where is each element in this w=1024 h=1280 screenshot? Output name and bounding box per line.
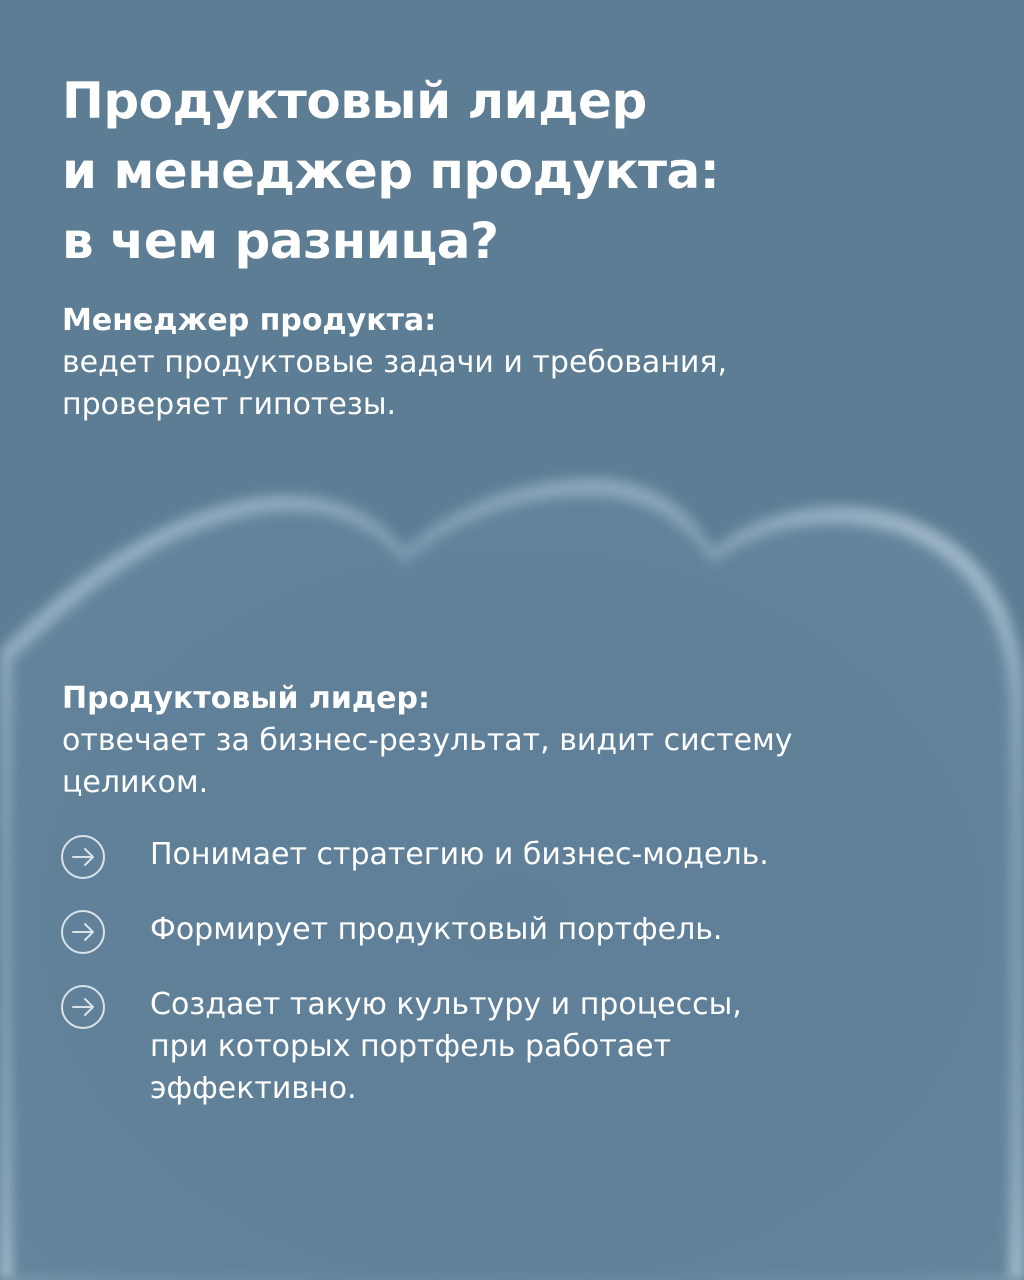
manager-description [62,342,962,426]
leader-block [62,678,962,804]
arrow-right-circle-icon [60,834,106,880]
list-item-text: Создает такую культуру и процессы, [150,987,742,1022]
leader-heading: Продуктовый лидер: [62,681,430,716]
arrow-right-circle-icon [60,984,106,1030]
leader-description-line: отвечает за бизнес-результат, видит систему [62,723,793,758]
list-item-text: Понимает стратегию и бизнес-модель. [150,837,769,872]
manager-description-line: проверяет гипотезы. [62,387,397,422]
list-item [60,909,960,951]
manager-block [62,300,962,426]
title-line: в чем разница? [62,212,499,270]
list-item-text: эффективно. [150,1071,357,1106]
leader-description-line: целиком. [62,765,209,800]
page-title [62,66,962,276]
manager-description-line: ведет продуктовые задачи и требования, [62,345,728,380]
manager-heading: Менеджер продукта: [62,303,437,338]
leader-description [62,720,962,804]
list-item-text: Формирует продуктовый портфель. [150,912,723,947]
list-item [60,984,960,1110]
list-item-text: при которых портфель работает [150,1029,672,1064]
title-line: Продуктовый лидер [62,72,647,130]
arrow-right-circle-icon [60,909,106,955]
title-line: и менеджер продукта: [62,142,720,200]
leader-responsibilities-list [60,834,960,1143]
list-item [60,834,960,876]
